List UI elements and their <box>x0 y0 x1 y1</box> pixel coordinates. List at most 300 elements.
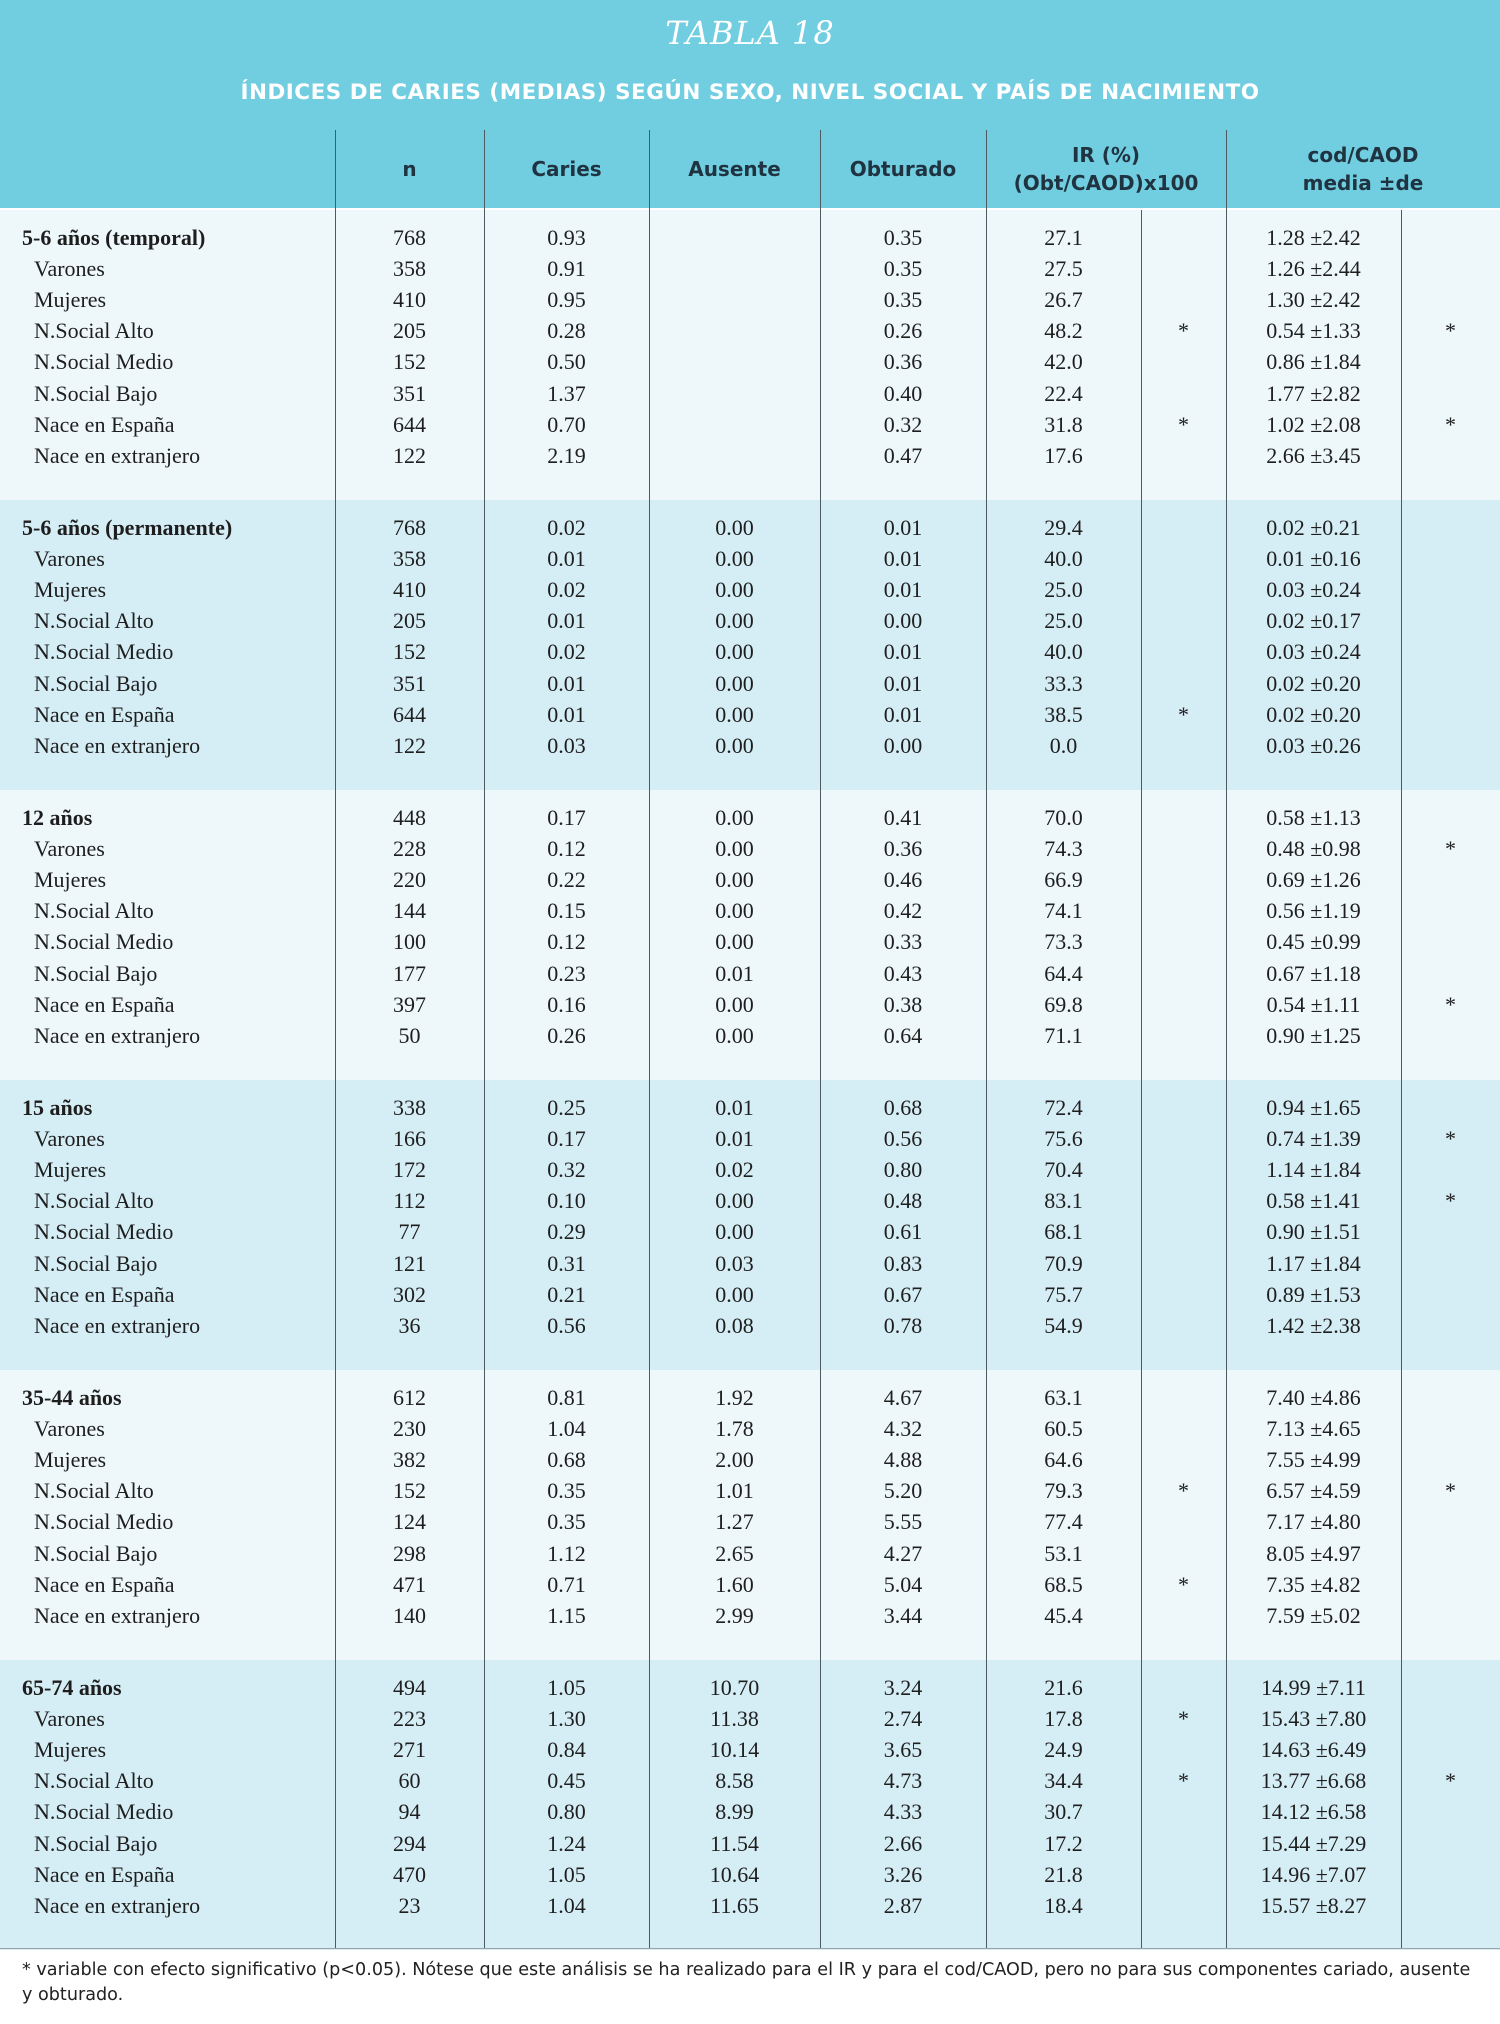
cell-obturado: 5.55 <box>883 1509 923 1535</box>
significance-marker <box>1401 1216 1500 1247</box>
cell-obturado: 4.67 <box>883 1385 923 1410</box>
cell-n: 358 <box>393 546 426 572</box>
cell-ausente: 0.00 <box>715 1219 754 1245</box>
cell-caries: 0.93 <box>547 225 586 250</box>
cell-cod: 14.99 ±7.11 <box>1261 1675 1366 1700</box>
significance-marker <box>1141 574 1226 605</box>
row-label: Mujeres <box>34 287 107 313</box>
cell-caries: 0.01 <box>547 701 586 727</box>
cell-cod: 0.56 ±1.19 <box>1266 898 1361 924</box>
significance-marker <box>1401 895 1500 926</box>
cell-n: 230 <box>393 1416 426 1442</box>
significance-marker <box>1141 802 1226 833</box>
cell-ir: 40.0 <box>1044 639 1083 665</box>
cell-ausente: 1.01 <box>715 1478 754 1504</box>
cell-ausente: 0.00 <box>715 898 754 924</box>
significance-marker <box>1401 1859 1500 1890</box>
cell-cod: 0.67 ±1.18 <box>1266 960 1361 986</box>
significance-marker: * <box>1178 1571 1189 1597</box>
cell-caries: 0.31 <box>547 1250 586 1276</box>
significance-marker <box>1401 378 1500 409</box>
cell-ausente: 0.00 <box>715 732 754 758</box>
cell-n: 152 <box>393 1478 426 1504</box>
cell-ausente: 0.01 <box>715 1126 754 1152</box>
significance-marker: * <box>1178 701 1189 727</box>
table-row <box>0 284 1500 315</box>
cell-obturado: 0.42 <box>883 898 923 924</box>
table-row <box>0 440 1500 471</box>
cell-obturado: 4.73 <box>883 1768 923 1794</box>
cell-n: 351 <box>393 380 426 406</box>
cell-ir: 75.6 <box>1044 1126 1083 1152</box>
significance-marker <box>1401 253 1500 284</box>
group-header-row <box>0 1672 1500 1703</box>
significance-marker <box>1141 1828 1226 1859</box>
cell-n: 36 <box>398 1312 421 1338</box>
cell-n: 358 <box>393 256 426 282</box>
significance-marker <box>1401 1703 1500 1734</box>
cell-ir: 77.4 <box>1044 1509 1083 1535</box>
row-label: Nace en España <box>34 1861 175 1887</box>
significance-marker <box>1401 958 1500 989</box>
significance-marker <box>1401 440 1500 471</box>
cell-obturado: 0.00 <box>883 608 923 634</box>
significance-marker <box>1141 1185 1226 1216</box>
table-row <box>0 1310 1500 1341</box>
row-group <box>0 500 1500 790</box>
cell-obturado: 2.74 <box>883 1706 923 1732</box>
row-label: N.Social Medio <box>34 1219 174 1245</box>
cell-cod: 7.40 ±4.86 <box>1266 1385 1361 1410</box>
cell-ausente: 0.08 <box>715 1312 754 1338</box>
significance-marker: * <box>1178 411 1189 437</box>
row-label: 12 años <box>22 805 93 830</box>
cell-cod: 0.89 ±1.53 <box>1266 1281 1361 1307</box>
cell-ir: 0.0 <box>1049 732 1078 758</box>
cell-ir: 64.6 <box>1044 1447 1083 1473</box>
cell-ausente <box>649 315 820 346</box>
cell-cod: 8.05 ±4.97 <box>1266 1540 1361 1566</box>
cell-n: 768 <box>393 515 426 540</box>
cell-ausente: 0.00 <box>715 577 754 603</box>
significance-marker <box>1141 1123 1226 1154</box>
cell-obturado: 4.27 <box>883 1540 923 1566</box>
cell-ir: 24.9 <box>1044 1737 1083 1763</box>
cell-ausente: 11.38 <box>710 1706 759 1732</box>
cell-caries: 0.26 <box>547 1022 586 1048</box>
cell-ir: 63.1 <box>1044 1385 1083 1410</box>
significance-marker: * <box>1445 1126 1456 1152</box>
significance-marker <box>1141 895 1226 926</box>
cell-obturado: 0.56 <box>883 1126 923 1152</box>
column-header-obturado <box>820 130 986 208</box>
significance-marker: * <box>1445 1188 1456 1214</box>
cell-cod: 2.66 ±3.45 <box>1266 442 1361 468</box>
cell-ir: 17.8 <box>1044 1706 1083 1732</box>
row-label: Mujeres <box>34 1737 107 1763</box>
cell-n: 94 <box>398 1799 421 1825</box>
row-label: Varones <box>34 1416 105 1442</box>
cell-cod: 0.02 ±0.20 <box>1266 670 1361 696</box>
significance-marker <box>1401 1248 1500 1279</box>
cell-n: 23 <box>398 1892 421 1918</box>
table-row <box>0 1123 1500 1154</box>
cell-obturado: 3.44 <box>883 1602 923 1628</box>
significance-marker <box>1141 1154 1226 1185</box>
cell-caries: 0.28 <box>547 318 586 344</box>
cell-cod: 1.42 ±2.38 <box>1266 1312 1361 1338</box>
cell-caries: 0.02 <box>547 515 586 540</box>
cell-n: 294 <box>393 1830 426 1856</box>
cell-ir: 30.7 <box>1044 1799 1083 1825</box>
cell-caries: 2.19 <box>547 442 586 468</box>
significance-marker <box>1141 440 1226 471</box>
cell-obturado: 0.47 <box>883 442 923 468</box>
cell-n: 448 <box>393 805 426 830</box>
significance-marker <box>1141 958 1226 989</box>
significance-marker <box>1141 1216 1226 1247</box>
table-row <box>0 253 1500 284</box>
table-row <box>0 346 1500 377</box>
cell-obturado: 0.67 <box>883 1281 923 1307</box>
table-row <box>0 1538 1500 1569</box>
cell-caries: 0.81 <box>547 1385 586 1410</box>
cell-n: 205 <box>393 318 426 344</box>
significance-marker <box>1141 1279 1226 1310</box>
significance-marker <box>1401 668 1500 699</box>
cell-n: 644 <box>393 411 426 437</box>
cell-ir: 48.2 <box>1044 318 1083 344</box>
table-row <box>0 1185 1500 1216</box>
cell-cod: 14.63 ±6.49 <box>1260 1737 1367 1763</box>
cell-obturado: 4.32 <box>883 1416 923 1442</box>
cell-obturado: 0.35 <box>883 225 923 250</box>
significance-marker <box>1141 833 1226 864</box>
row-label: N.Social Bajo <box>34 1540 158 1566</box>
significance-marker <box>1141 1859 1226 1890</box>
cell-obturado: 2.66 <box>883 1830 923 1856</box>
cell-cod: 7.35 ±4.82 <box>1266 1571 1361 1597</box>
significance-marker <box>1401 1382 1500 1413</box>
cell-caries: 0.70 <box>547 411 586 437</box>
cell-ir: 64.4 <box>1044 960 1083 986</box>
column-header-cod-line2: media ±de <box>1302 171 1424 195</box>
cell-cod: 0.90 ±1.51 <box>1266 1219 1361 1245</box>
cell-obturado: 0.78 <box>883 1312 923 1338</box>
column-header-n-label: n <box>402 157 417 181</box>
cell-n: 768 <box>393 225 426 250</box>
cell-n: 644 <box>393 701 426 727</box>
cell-ir: 29.4 <box>1044 515 1083 540</box>
cell-n: 122 <box>393 732 426 758</box>
cell-cod: 0.90 ±1.25 <box>1266 1022 1361 1048</box>
significance-marker <box>1141 1444 1226 1475</box>
table-row <box>0 1020 1500 1051</box>
cell-n: 271 <box>393 1737 426 1763</box>
cell-caries: 0.01 <box>547 670 586 696</box>
column-header-cod-line1: cod/CAOD <box>1307 143 1419 167</box>
table-row <box>0 1734 1500 1765</box>
cell-obturado: 4.33 <box>883 1799 923 1825</box>
row-label: Nace en extranjero <box>34 1602 201 1628</box>
cell-ir: 25.0 <box>1044 608 1083 634</box>
cell-ausente: 1.92 <box>715 1385 754 1410</box>
row-label: N.Social Medio <box>34 1799 174 1825</box>
significance-marker <box>1401 1020 1500 1051</box>
cell-caries: 0.84 <box>547 1737 586 1763</box>
cell-ir: 18.4 <box>1044 1892 1083 1918</box>
significance-marker <box>1401 1538 1500 1569</box>
table-row <box>0 1859 1500 1890</box>
row-label: Nace en España <box>34 991 175 1017</box>
row-label: N.Social Bajo <box>34 960 158 986</box>
cell-n: 228 <box>393 836 426 862</box>
cell-ir: 54.9 <box>1044 1312 1083 1338</box>
significance-marker <box>1141 1890 1226 1921</box>
row-label: N.Social Medio <box>34 349 174 375</box>
cell-ausente: 2.65 <box>715 1540 754 1566</box>
cell-caries: 0.21 <box>547 1281 586 1307</box>
row-group <box>0 1660 1500 1950</box>
cell-ausente: 0.00 <box>715 991 754 1017</box>
cell-ir: 21.6 <box>1044 1675 1083 1700</box>
cell-cod: 1.02 ±2.08 <box>1266 411 1361 437</box>
cell-ir: 70.0 <box>1044 805 1083 830</box>
cell-obturado: 0.48 <box>883 1188 923 1214</box>
row-label: Nace en España <box>34 1281 175 1307</box>
table-row <box>0 730 1500 761</box>
cell-caries: 1.37 <box>547 380 586 406</box>
significance-marker <box>1141 346 1226 377</box>
cell-ir: 60.5 <box>1044 1416 1083 1442</box>
row-label: N.Social Alto <box>34 1188 154 1214</box>
cell-cod: 7.13 ±4.65 <box>1266 1416 1361 1442</box>
table-row <box>0 668 1500 699</box>
cell-cod: 6.57 ±4.59 <box>1266 1478 1361 1504</box>
cell-ausente: 0.00 <box>715 836 754 862</box>
significance-marker <box>1141 668 1226 699</box>
cell-n: 494 <box>393 1675 426 1700</box>
cell-ausente: 0.02 <box>715 1157 754 1183</box>
cell-caries: 0.95 <box>547 287 586 313</box>
cell-n: 177 <box>393 960 426 986</box>
group-header-row <box>0 222 1500 253</box>
cell-cod: 0.54 ±1.11 <box>1266 991 1361 1017</box>
cell-ir: 27.5 <box>1044 256 1083 282</box>
group-header-row <box>0 802 1500 833</box>
significance-marker <box>1401 1828 1500 1859</box>
cell-ir: 74.1 <box>1044 898 1083 924</box>
column-divider <box>335 130 336 1948</box>
cell-ausente <box>649 346 820 377</box>
row-label: Mujeres <box>34 1447 107 1473</box>
table-row <box>0 833 1500 864</box>
table-row <box>0 1248 1500 1279</box>
cell-obturado: 0.64 <box>883 1022 923 1048</box>
cell-cod: 0.69 ±1.26 <box>1266 867 1361 893</box>
cell-ausente: 0.00 <box>715 1022 754 1048</box>
row-label: N.Social Bajo <box>34 380 158 406</box>
cell-n: 140 <box>393 1602 426 1628</box>
significance-marker <box>1141 1672 1226 1703</box>
row-label: Varones <box>34 1706 105 1732</box>
table-row <box>0 1279 1500 1310</box>
cell-cod: 1.14 ±1.84 <box>1266 1157 1361 1183</box>
cell-obturado: 0.36 <box>883 836 923 862</box>
significance-marker <box>1141 1382 1226 1413</box>
cell-n: 382 <box>393 1447 426 1473</box>
cell-caries: 0.80 <box>547 1799 586 1825</box>
cell-ir: 31.8 <box>1044 411 1083 437</box>
cell-obturado: 0.68 <box>883 1095 923 1120</box>
row-label: Nace en extranjero <box>34 1312 201 1338</box>
cell-obturado: 0.01 <box>883 701 923 727</box>
row-label: 5-6 años (temporal) <box>22 225 206 250</box>
cell-ir: 70.9 <box>1044 1250 1083 1276</box>
cell-ir: 66.9 <box>1044 867 1083 893</box>
table-row <box>0 926 1500 957</box>
cell-n: 410 <box>393 577 426 603</box>
cell-cod: 0.03 ±0.26 <box>1266 732 1361 758</box>
significance-marker <box>1141 1506 1226 1537</box>
cell-caries: 0.29 <box>547 1219 586 1245</box>
significance-marker <box>1401 1734 1500 1765</box>
cell-ir: 53.1 <box>1044 1540 1083 1566</box>
cell-caries: 0.16 <box>547 991 586 1017</box>
cell-ausente: 1.27 <box>715 1509 754 1535</box>
cell-caries: 1.05 <box>547 1675 586 1700</box>
significance-marker <box>1141 512 1226 543</box>
row-label: N.Social Alto <box>34 318 154 344</box>
table-row <box>0 543 1500 574</box>
cell-n: 172 <box>393 1157 426 1183</box>
significance-marker <box>1141 1734 1226 1765</box>
table-row <box>0 378 1500 409</box>
cell-ausente <box>649 284 820 315</box>
cell-n: 60 <box>398 1768 421 1794</box>
cell-ausente <box>649 378 820 409</box>
table-row <box>0 1600 1500 1631</box>
cell-ir: 25.0 <box>1044 577 1083 603</box>
column-header-ausente-label: Ausente <box>688 157 781 181</box>
cell-ausente: 8.99 <box>715 1799 754 1825</box>
table-row <box>0 1765 1500 1796</box>
column-divider <box>484 130 485 1948</box>
cell-caries: 0.02 <box>547 577 586 603</box>
cell-ausente: 10.14 <box>709 1737 760 1763</box>
cell-cod: 1.30 ±2.42 <box>1266 287 1361 313</box>
cell-caries: 1.12 <box>547 1540 586 1566</box>
row-label: N.Social Alto <box>34 608 154 634</box>
cell-ir: 73.3 <box>1044 929 1083 955</box>
cell-ir: 72.4 <box>1044 1095 1083 1120</box>
significance-marker <box>1401 543 1500 574</box>
table-row <box>0 958 1500 989</box>
significance-marker <box>1141 1538 1226 1569</box>
row-label: Mujeres <box>34 1157 107 1183</box>
cell-n: 121 <box>393 1250 426 1276</box>
table-row <box>0 1475 1500 1506</box>
significance-marker <box>1401 699 1500 730</box>
cell-ausente <box>649 409 820 440</box>
cell-ir: 75.7 <box>1044 1281 1083 1307</box>
table-row <box>0 605 1500 636</box>
significance-marker <box>1141 1092 1226 1123</box>
cell-caries: 0.15 <box>547 898 586 924</box>
cell-cod: 1.28 ±2.42 <box>1266 225 1361 250</box>
cell-ausente <box>649 253 820 284</box>
significance-marker <box>1401 1600 1500 1631</box>
cell-n: 410 <box>393 287 426 313</box>
column-header-caries-label: Caries <box>531 157 602 181</box>
cell-cod: 7.55 ±4.99 <box>1266 1447 1361 1473</box>
table-row <box>0 1828 1500 1859</box>
significance-marker <box>1401 1796 1500 1827</box>
cell-caries: 0.12 <box>547 836 586 862</box>
row-label: Varones <box>34 1126 105 1152</box>
cell-cod: 1.17 ±1.84 <box>1266 1250 1361 1276</box>
row-label: 35-44 años <box>22 1385 122 1410</box>
cell-caries: 0.56 <box>547 1312 586 1338</box>
cell-ausente: 0.00 <box>715 546 754 572</box>
cell-n: 223 <box>393 1706 426 1732</box>
cell-ausente: 2.00 <box>715 1447 754 1473</box>
significance-marker <box>1141 1310 1226 1341</box>
cell-caries: 0.01 <box>547 608 586 634</box>
significance-marker <box>1401 512 1500 543</box>
cell-obturado: 0.46 <box>883 867 923 893</box>
cell-cod: 0.94 ±1.65 <box>1266 1095 1361 1120</box>
row-label: Varones <box>34 256 105 282</box>
column-divider <box>1141 210 1142 1948</box>
cell-obturado: 0.40 <box>883 380 923 406</box>
table-header <box>0 0 1500 130</box>
cell-obturado: 0.32 <box>883 411 923 437</box>
cell-ir: 69.8 <box>1044 991 1083 1017</box>
row-label: N.Social Alto <box>34 898 154 924</box>
row-label: N.Social Bajo <box>34 1830 158 1856</box>
significance-marker: * <box>1445 318 1456 344</box>
cell-ir: 27.1 <box>1044 225 1083 250</box>
cell-obturado: 5.04 <box>883 1571 923 1597</box>
row-label: N.Social Bajo <box>34 1250 158 1276</box>
cell-cod: 0.58 ±1.13 <box>1266 805 1361 830</box>
cell-ir: 42.0 <box>1044 349 1083 375</box>
cell-ir: 21.8 <box>1044 1861 1083 1887</box>
significance-marker <box>1141 1796 1226 1827</box>
cell-cod: 0.01 ±0.16 <box>1266 546 1361 572</box>
cell-n: 205 <box>393 608 426 634</box>
cell-cod: 7.59 ±5.02 <box>1266 1602 1361 1628</box>
cell-caries: 0.10 <box>547 1188 586 1214</box>
cell-ir: 45.4 <box>1044 1602 1083 1628</box>
cell-obturado: 0.01 <box>883 546 923 572</box>
table-title: TABLA 18 <box>665 14 835 52</box>
row-label: Nace en extranjero <box>34 442 201 468</box>
significance-marker <box>1141 222 1226 253</box>
cell-ir: 33.3 <box>1044 670 1083 696</box>
cell-n: 612 <box>393 1385 426 1410</box>
significance-marker <box>1401 730 1500 761</box>
cell-caries: 0.22 <box>547 867 586 893</box>
cell-ir: 40.0 <box>1044 546 1083 572</box>
cell-obturado: 0.41 <box>883 805 923 830</box>
cell-cod: 0.03 ±0.24 <box>1266 577 1361 603</box>
cell-ausente: 0.01 <box>715 1095 754 1120</box>
group-header-row <box>0 1382 1500 1413</box>
cell-ausente: 0.00 <box>715 608 754 634</box>
cell-caries: 0.02 <box>547 639 586 665</box>
